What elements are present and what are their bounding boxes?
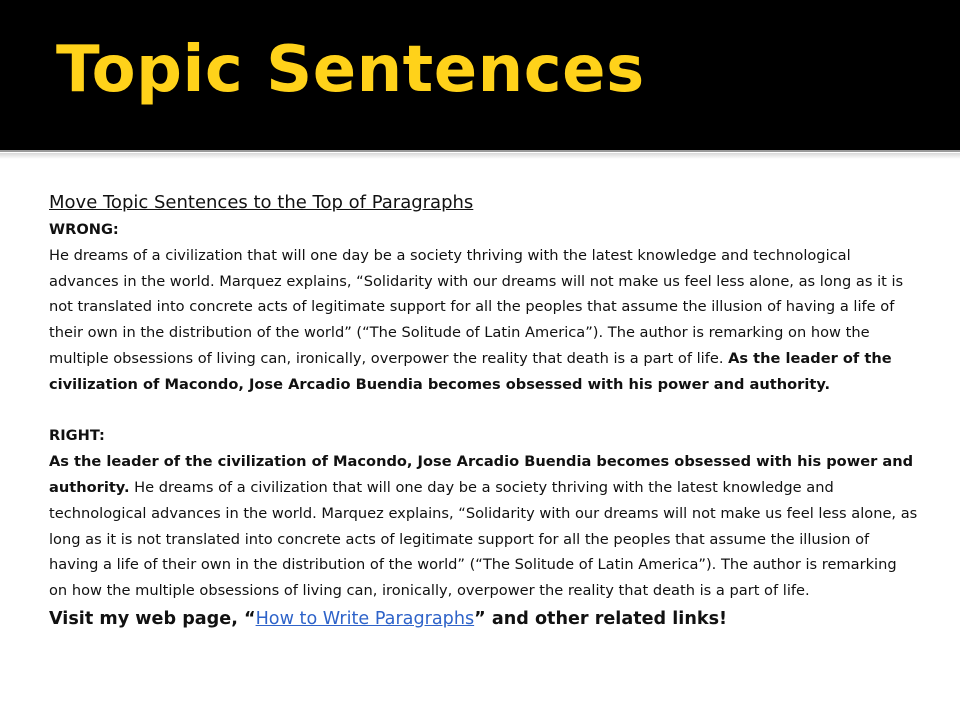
slide-title: Topic Sentences [56,33,645,107]
right-example [49,423,919,604]
slide-content [49,191,919,632]
wrong-body: He dreams of a civilization that will one day be a society thriving with the latest knowledge and technological advances in the world. Marquez explains, “Solidarity with our dreams will not make us feel less alone, as long as it is not translated into concrete acts of legitimate support for all the peoples that assume the illusion of having a life of their own in the distribution of the world” (“The Solitude of Latin America”). The author is remarking on how the multiple obsessions of living can, ironically, overpower the reality that death is a part of life. [49,246,904,367]
right-body: He dreams of a civilization that will one day be a society thriving with the latest knowledge and technological advances in the world. Marquez explains, “Solidarity with our dreams will not make us feel less alone, as long as it is not translated into concrete acts of legitimate support for all the peoples that assume the illusion of having a life of their own in the distribution of the world” (“The Solitude of Latin America”). The author is remarking on how the multiple obsessions of living can, ironically, overpower the reality that death is a part of life. [49,478,918,600]
wrong-topic-sentence: As the leader of the civilization of Macondo, Jose Arcadio Buendia becomes obsessed with his power and authority. [49,349,892,393]
visit-line [49,606,919,632]
title-bar [0,0,960,150]
divider-line [0,150,960,152]
wrong-example [49,217,919,398]
subheading: Move Topic Sentences to the Top of Paragraphs [49,192,474,213]
visit-prefix: Visit my web page, “ [49,608,256,629]
paragraph-gap [49,398,919,424]
wrong-label: WRONG: [49,221,119,238]
right-topic-sentence: As the leader of the civilization of Macondo, Jose Arcadio Buendia becomes obsessed with his power and authority. [49,453,914,496]
visit-suffix: ” and other related links! [474,608,728,629]
paragraphs-link[interactable]: How to Write Paragraphs [255,608,475,629]
right-label: RIGHT: [49,427,105,445]
divider-band [0,153,960,159]
